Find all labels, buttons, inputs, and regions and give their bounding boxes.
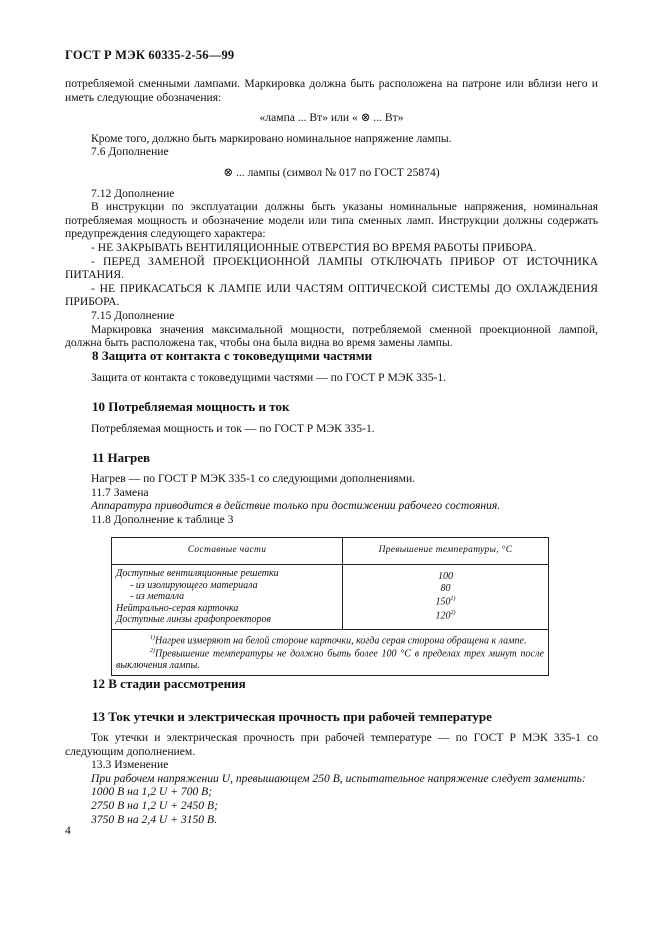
section-12-title: 12 В стадии рассмотрения	[92, 676, 246, 691]
section-13-body	[65, 731, 598, 826]
clause-7-15: 7.15 Дополнение	[91, 308, 175, 322]
warning-1: - НЕ ЗАКРЫВАТЬ ВЕНТИЛЯЦИОННЫЕ ОТВЕРСТИЯ ВО ВРЕМЯ РАБОТЫ ПРИБОРА.	[91, 240, 537, 254]
table-row-value-footnoted	[347, 608, 544, 622]
clause-7-12: 7.12 Дополнение	[91, 186, 175, 200]
table-row-part: - из металла	[130, 591, 185, 602]
table-header-parts: Составные части	[112, 538, 343, 565]
paragraph-italic: Аппаратура приводится в действие только при достижении рабочего состояния.	[91, 499, 501, 513]
clause-11-8: 11.8 Дополнение к таблице 3	[91, 512, 234, 526]
table-row-part: Доступные линзы графопроекторов	[116, 614, 271, 625]
paragraph: Потребляемая мощность и ток — по ГОСТ Р МЭК 335-1.	[91, 422, 375, 435]
paragraph: Нагрев — по ГОСТ Р МЭК 335-1 со следующими дополнениями.	[91, 472, 416, 485]
lamp-symbol-line: ⊗ ... лампы (символ № 017 по ГОСТ 25874)	[223, 165, 440, 179]
paragraph: потребляемой сменными лампами. Маркировка должна быть расположена на патроне или вблизи него и иметь следующие обозначения:	[65, 77, 598, 104]
value: 120	[435, 610, 451, 622]
warning-3: - НЕ ПРИКАСАТЬСЯ К ЛАМПЕ ИЛИ ЧАСТЯМ ОПТИЧЕСКОЙ СИСТЕМЫ ДО ОХЛАЖДЕНИЯ ПРИБОРА.	[65, 281, 598, 309]
section-10-body	[65, 422, 598, 436]
table-footnotes	[112, 629, 549, 675]
section-8-title: 8 Защита от контакта с токоведущими частями	[92, 348, 373, 363]
paragraph: Защита от контакта с токоведущими частями — по ГОСТ Р МЭК 335-1.	[91, 371, 447, 384]
table-row-part: - из изолирующего материала	[130, 579, 258, 591]
footnote-mark: 1)	[150, 634, 155, 641]
table-row-part: Нейтрально-серая карточка	[116, 602, 239, 614]
table-parts-cell	[112, 565, 343, 630]
paragraph: Маркировка значения максимальной мощности, потребляемой сменной проекционной лампой, должна быть расположена так, чтобы она была видна во время замены лампы.	[65, 322, 598, 350]
footnote-2	[116, 646, 544, 671]
footnote-text: Превышение температуры не должно быть более 100 °С в пределах трех минут после выключения лампы.	[116, 648, 544, 672]
clause-7-6: 7.6 Дополнение	[91, 145, 169, 159]
section-8-body	[65, 371, 598, 385]
table-row-value-footnoted	[347, 594, 544, 608]
footnote-1	[116, 633, 544, 647]
paragraph-italic: При рабочем напряжении U, превышающем 250 В, испытательное напряжение следует заменить:	[91, 771, 586, 785]
footnote-ref: 1)	[450, 596, 456, 602]
table-header-temperature: Превышение температуры, °С	[343, 538, 549, 565]
paragraph: Кроме того, должно быть маркировано номинальное напряжение лампы.	[91, 131, 452, 145]
warning-2: - ПЕРЕД ЗАМЕНОЙ ПРОЕКЦИОННОЙ ЛАМПЫ ОТКЛЮЧАТЬ ПРИБОР ОТ ИСТОЧНИКА ПИТАНИЯ.	[65, 254, 598, 282]
clause-11-7: 11.7 Замена	[91, 485, 149, 499]
formula-line: 1000 В на 1,2 U + 700 В;	[91, 785, 213, 799]
clause-13-3: 13.3 Изменение	[91, 758, 169, 772]
table-row-value: 80	[440, 582, 451, 594]
section-13-title: 13 Ток утечки и электрическая прочность при рабочей температуре	[92, 709, 492, 724]
section-11-body	[65, 472, 598, 526]
table-row-value: 100	[438, 571, 453, 582]
formula-line: 2750 В на 1,2 U + 2450 В;	[91, 798, 218, 812]
section-7-continuation	[65, 77, 598, 350]
document-header: ГОСТ Р МЭК 60335-2-56—99	[65, 48, 235, 62]
page-number: 4	[65, 824, 71, 837]
paragraph: Ток утечки и электрическая прочность при рабочей температуре — по ГОСТ Р МЭК 335-1 со следующим дополнением.	[65, 731, 598, 758]
marking-formula: «лампа ... Вт» или « ⊗ ... Вт»	[259, 111, 404, 125]
table-row-part: Доступные вентиляционные решетки	[116, 568, 279, 579]
section-10-title: 10 Потребляемая мощность и ток	[92, 399, 290, 414]
footnote-ref: 2)	[450, 609, 456, 616]
table-values-cell	[343, 565, 549, 630]
footnote-text: Нагрев измеряют на белой стороне карточки, когда серая сторона обращена к лампе.	[155, 634, 527, 646]
formula-line: 3750 В на 2,4 U + 3150 В.	[91, 812, 217, 826]
paragraph: В инструкции по эксплуатации должны быть указаны номинальные напряжения, номинальная потребляемая мощность и обозначение модели или типа сменных ламп. Инструкции должны содержать предупреждения следующего характера:	[65, 200, 598, 241]
footnote-mark: 2)	[150, 648, 155, 655]
temperature-rise-table	[111, 537, 549, 676]
section-11-title: 11 Нагрев	[92, 450, 151, 465]
value: 150	[435, 596, 451, 608]
